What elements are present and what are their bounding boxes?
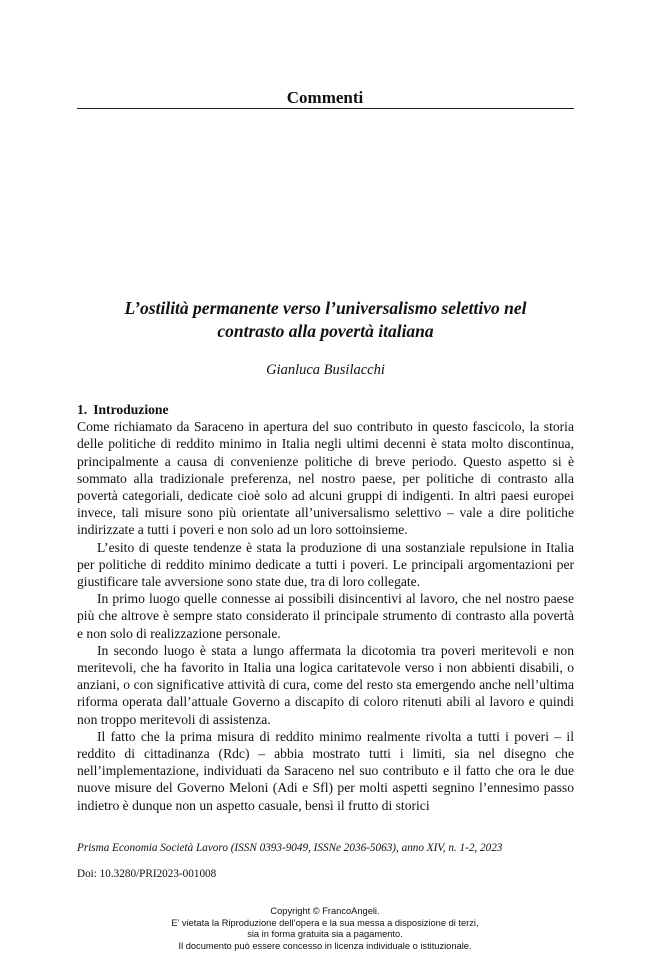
article-title-line-1: L’ostilità permanente verso l’universalismo selettivo nel	[124, 298, 527, 318]
copyright-line: sia in forma gratuita sia a pagamento.	[247, 929, 403, 939]
paragraph: In secondo luogo è stata a lungo affermata la dicotomia tra poveri meritevoli e non meritevoli, che ha favorito in Italia una logica caritatevole verso i non abbienti disabili, o anziani, o con significative attività di cura, come del resto sta emergendo anche nell’ultima riforma operata dall’attuale Governo a discapito di coloro ritenuti abili al lavoro e quindi non troppo meritevoli di assistenza.	[77, 642, 574, 727]
article-author: Gianluca Busilacchi	[266, 362, 385, 378]
section-divider	[77, 108, 574, 109]
section-number: 1.	[77, 402, 88, 417]
article-title	[77, 297, 574, 343]
paragraph: In primo luogo quelle connesse ai possibili disincentivi al lavoro, che nel nostro paese più che altrove è sempre stato considerato il principale strumento di contrasto alla povertà e non solo di realizzazione personale.	[77, 591, 574, 641]
doi: Doi: 10.3280/PRI2023-001008	[77, 868, 217, 880]
section-title: Commenti	[286, 88, 364, 107]
section-heading	[77, 401, 574, 418]
copyright-line: Copyright © FrancoAngeli.	[270, 906, 380, 916]
paragraph: Come richiamato da Saraceno in apertura del suo contributo in questo fascicolo, la storia delle politiche di reddito minimo in Italia negli ultimi decenni è stata molto discontinua, principalmente a causa di convenienze politiche di breve periodo. Questo aspetto si è sommato alla tradizionale preferenza, nel nostro paese, per politiche di contrasto alla povertà categoriali, dedicate cioè solo ad alcuni gruppi di indigenti. In altri paesi europei invece, tali misure sono più orientate all’universalismo selettivo – vale a dire politiche indirizzate a tutti i poveri e non solo ad un loro sottoinsieme.	[77, 419, 574, 538]
copyright-line: E’ vietata la Riproduzione dell’opera e la sua messa a disposizione di terzi,	[171, 917, 479, 928]
article-body	[77, 401, 574, 814]
copyright-notice	[0, 906, 650, 952]
paragraph: L’esito di queste tendenze è stata la produzione di una sostanziale repulsione in Italia per politiche di reddito minimo dedicate a tutti i poveri. Le principali argomentazioni per giustificare tale avversione sono state due, tra di loro collegate.	[77, 539, 574, 590]
copyright-line: Il documento può essere concesso in licenza individuale o istituzionale.	[178, 940, 472, 951]
section-heading-text: Introduzione	[93, 402, 169, 417]
paragraph: Il fatto che la prima misura di reddito minimo realmente rivolta a tutti i poveri – il reddito di cittadinanza (Rdc) – abbia mostrato tutti i limiti, sia nel disegno che nell’implementazione, individuati da Saraceno nel suo contributo e il fatto che ora le due nuove misure del Governo Meloni (Adi e Sfl) per molti aspetti segnino l’ennesimo passo indietro è dunque non un aspetto casuale, bensì il frutto di storici	[77, 728, 574, 813]
journal-citation: Prisma Economia Società Lavoro (ISSN 0393-9049, ISSNe 2036-5063), anno XIV, n. 1-2, 2023	[77, 842, 503, 854]
article-title-line-2: contrasto alla povertà italiana	[217, 321, 434, 341]
